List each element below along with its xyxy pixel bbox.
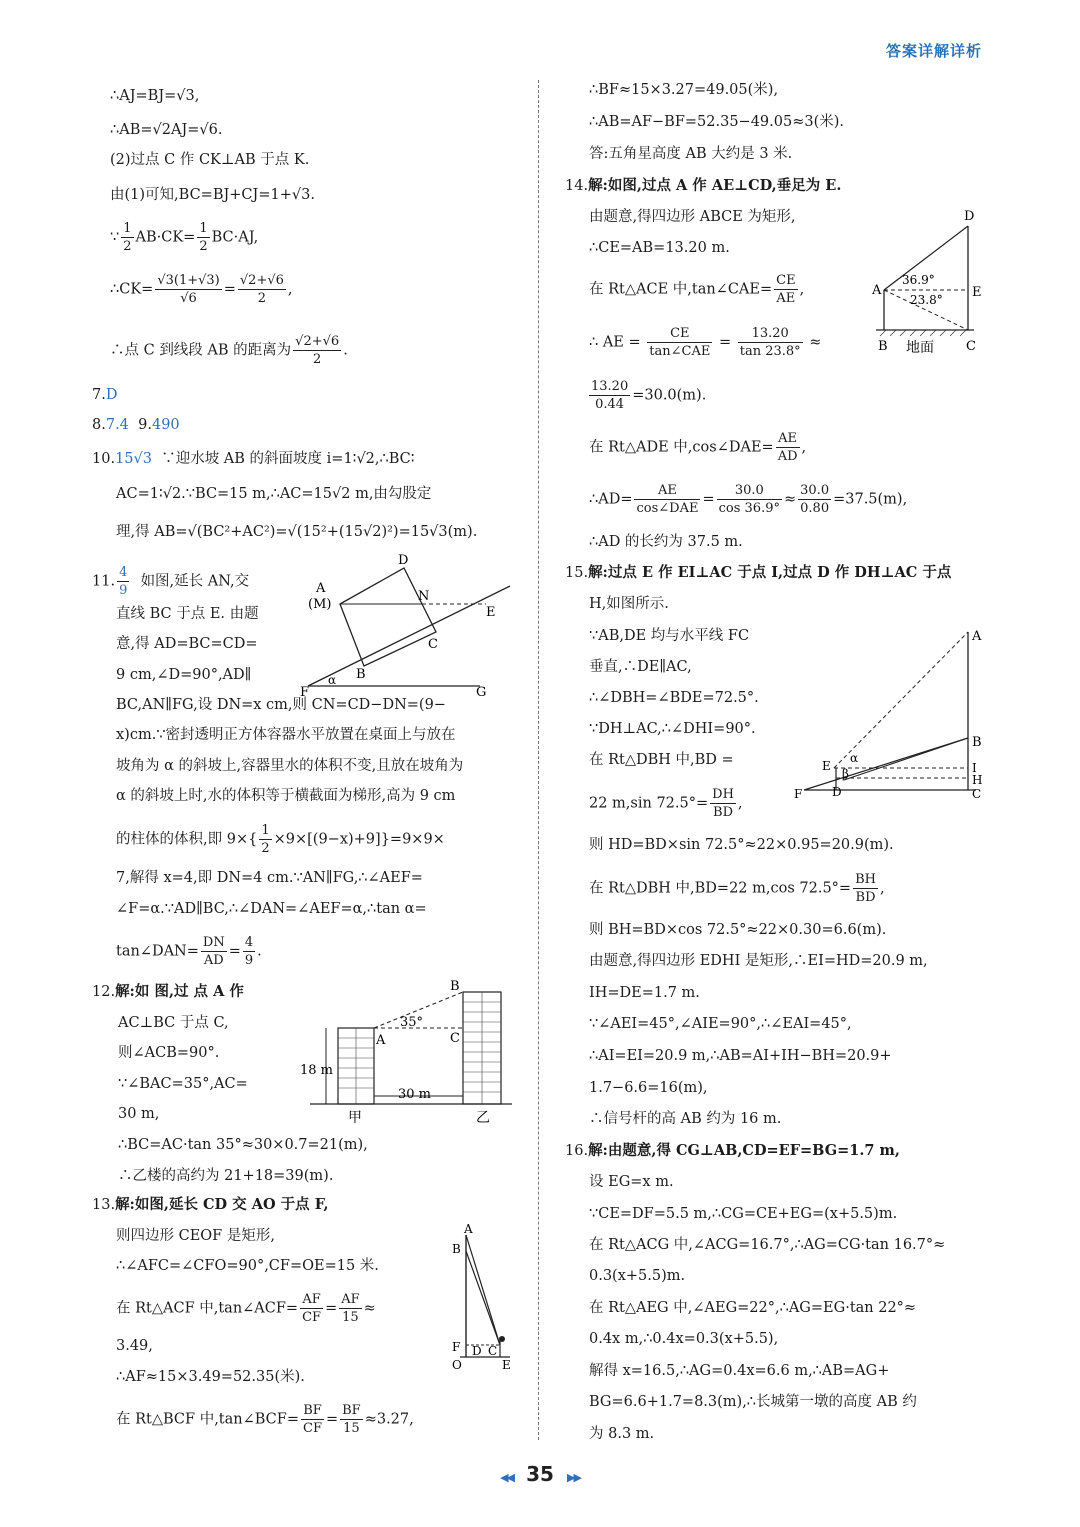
text-line: 3.49,	[116, 1338, 153, 1354]
text-line: 在 Rt△AEG 中,∠AEG=22°,∴AG=EG·tan 22°≈	[589, 1300, 917, 1316]
text-line: 由题意,得四边形 EDHI 是矩形,∴EI=HD=20.9 m,	[589, 953, 928, 969]
text-line: ∵DH⊥AC,∴∠DHI=90°.	[589, 721, 756, 737]
text-line: 直线 BC 于点 E. 由题	[116, 606, 259, 622]
text-line: ∴BF≈15×3.27=49.05(米),	[589, 82, 779, 98]
text-line: 设 EG=x m.	[589, 1174, 674, 1190]
formula-line: 在 Rt△BCF 中,tan∠BCF= $\frac{BF}{CF}$ = $\frac{BF}{15}$ ≈3.27,	[116, 1403, 414, 1436]
text-line: 由题意,得四边形 ABCE 为矩形,	[589, 209, 796, 225]
text-line: ∴AI=EI=20.9 m,∴AB=AI+IH−BH=20.9+	[589, 1048, 892, 1064]
label-E: E	[822, 759, 831, 773]
label-F: F	[452, 1340, 461, 1354]
page-footer	[0, 1462, 1080, 1486]
formula-line: 的柱体的体积,即 9×{ $\frac{1}{2}$ ×9×[(9−x)+9]}=9×9×	[116, 823, 445, 856]
text-line: 则四边形 CEOF 是矩形,	[116, 1228, 275, 1244]
label-18m: 18 m	[300, 1063, 334, 1078]
text-line: ∴AJ=BJ=√3,	[110, 88, 200, 104]
text-line: 坡角为 α 的斜坡上,容器里水的体积不变,且放在坡角为	[116, 758, 464, 774]
formula-line: 在 Rt△DBH 中,BD=22 m,cos 72.5°= $\frac{BH}{BD}$ ,	[589, 872, 885, 905]
text-line: 1.7−6.6=16(m),	[589, 1080, 708, 1096]
text-line: 9 cm,∠D=90°,AD∥	[116, 667, 252, 683]
text-line: 30 m,	[118, 1106, 160, 1122]
label-jia: 甲	[348, 1110, 362, 1126]
answer-12: 12.解:如 图,过 点 A 作	[92, 983, 244, 1000]
label-B: B	[972, 735, 982, 750]
label-E: E	[972, 285, 982, 300]
text-line: ∴BC=AC·tan 35°≈30×0.7=21(m),	[118, 1137, 368, 1153]
formula-line: ∴点 C 到线段 AB 的距离为 $\frac{√2+√6}{2}$ .	[110, 334, 348, 367]
formula-line: ∴AD= $\frac{AE}{\text{cos∠DAE}}$ = $\frac{30.0}{\cos 36.9^\circ}$ ≈ $\frac{30.0}{0.80}$ =37.5(m),	[589, 483, 908, 516]
label-A: A	[872, 283, 882, 298]
label-E: E	[486, 605, 496, 620]
label-M: (M)	[308, 597, 332, 612]
text-line: ∴∠DBH=∠BDE=72.5°.	[589, 690, 759, 706]
text-line: ∴AD 的长约为 37.5 m.	[589, 534, 743, 550]
text-line: ∴AF≈15×3.49=52.35(米).	[116, 1369, 305, 1385]
text-line: 则∠ACB=90°.	[118, 1045, 220, 1061]
text-line: 则 BH=BD×cos 72.5°≈22×0.30=6.6(m).	[589, 922, 887, 938]
label-35deg: 35°	[400, 1015, 424, 1030]
text-line: BC,AN∥FG,设 DN=x cm,则 CN=CD−DN=(9−	[116, 697, 446, 713]
label-B: B	[452, 1242, 461, 1256]
star-tower-figure	[444, 1223, 524, 1373]
label-B: B	[356, 667, 366, 682]
label-C: C	[450, 1031, 460, 1046]
label-D: D	[398, 553, 409, 568]
formula-line: ∴CK= $\frac{√3(1+√3)}{√6}$ = $\frac{√2+√6}{2}$ ,	[110, 273, 293, 306]
next-page-icon[interactable]: ▶▶	[567, 1471, 580, 1484]
label-O: O	[452, 1358, 462, 1372]
label-alpha: α	[850, 751, 859, 765]
building-angle-figure	[870, 204, 995, 354]
formula-line: 在 Rt△ACF 中,tan∠ACF= $\frac{AF}{CF}$ = $\frac{AF}{15}$ ≈	[116, 1292, 376, 1325]
label-D: D	[964, 209, 975, 224]
formula-line: 在 Rt△ADE 中,cos∠DAE= $\frac{AE}{AD}$ ,	[589, 431, 807, 464]
text-line: 解得 x=16.5,∴AG=0.4x=6.6 m,∴AB=AG+	[589, 1363, 890, 1379]
label-G: G	[476, 685, 487, 696]
label-A: A	[464, 1223, 473, 1236]
text-line: 意,得 AD=BC=CD=	[116, 636, 258, 652]
answer-11: 11. $\frac{4}{9}$ 如图,延长 AN,交	[92, 565, 250, 598]
text-line: ∴信号杆的高 AB 约为 16 m.	[589, 1111, 782, 1127]
text-line: 0.4x m,∴0.4x=0.3(x+5.5),	[589, 1331, 779, 1347]
text-line: ∴AB=AF−BF=52.35−49.05≈3(米).	[589, 114, 845, 130]
text-line: 为 8.3 m.	[589, 1426, 655, 1442]
text-line: AC⊥BC 于点 C,	[118, 1015, 229, 1031]
text-line: ∴乙楼的高约为 21+18=39(m).	[118, 1168, 334, 1184]
signal-pole-figure	[790, 620, 990, 800]
text-line: AC=1∶√2.∵BC=15 m,∴AC=15√2 m,由勾股定	[116, 486, 432, 502]
text-line: 答:五角星高度 AB 大约是 3 米.	[589, 146, 793, 162]
label-D: D	[472, 1344, 482, 1358]
page-header-title: 答案详解详析	[885, 42, 982, 60]
label-I: I	[972, 761, 977, 775]
answer-16: 16.解:由题意,得 CG⊥AB,CD=EF=BG=1.7 m,	[565, 1142, 900, 1159]
label-B: B	[878, 339, 888, 354]
label-C: C	[488, 1344, 498, 1358]
answer-8-9: 8.7.4 9.490	[92, 417, 180, 433]
label-F: F	[300, 685, 310, 696]
label-E: E	[502, 1358, 511, 1372]
label-C: C	[966, 339, 976, 354]
formula-line: ∵ $\frac{1}{2}$ AB·CK= $\frac{1}{2}$ BC·AJ,	[110, 221, 259, 254]
formula-line: 在 Rt△ACE 中,tan∠CAE= $\frac{CE}{AE}$ ,	[589, 273, 805, 306]
label-yi: 乙	[476, 1110, 490, 1126]
label-23-8: 23.8°	[910, 293, 943, 307]
slope-container-figure	[300, 550, 520, 696]
text-line: 垂直,∴DE∥AC,	[589, 659, 692, 675]
text-line: ∴∠AFC=∠CFO=90°,CF=OE=15 米.	[116, 1258, 379, 1274]
text-line: 0.3(x+5.5)m.	[589, 1268, 686, 1284]
text-line: 则 HD=BD×sin 72.5°≈22×0.95=20.9(m).	[589, 837, 894, 853]
prev-page-icon[interactable]: ◀◀	[500, 1471, 513, 1484]
formula-line: tan∠DAN= $\frac{DN}{AD}$ = $\frac{4}{9}$ .	[116, 935, 262, 968]
label-alpha: α	[328, 673, 337, 687]
text-line: ∵∠AEI=45°,∠AIE=90°,∴∠EAI=45°,	[589, 1016, 852, 1032]
text-line: BG=6.6+1.7=8.3(m),∴长城第一墩的高度 AB 约	[589, 1394, 917, 1410]
page-number: 35	[526, 1462, 554, 1486]
text-line: α 的斜坡上时,水的体积等于横截面为梯形,高为 9 cm	[116, 788, 456, 804]
text-line: ∴AB=√2AJ=√6.	[110, 122, 223, 138]
label-F: F	[794, 787, 803, 800]
text-line: 在 Rt△DBH 中,BD =	[589, 752, 734, 768]
text-line: ∵CE=DF=5.5 m,∴CG=CE+EG=(x+5.5)m.	[589, 1206, 898, 1222]
text-line: (2)过点 C 作 CK⊥AB 于点 K.	[110, 152, 310, 168]
text-line: ∴CE=AB=13.20 m.	[589, 240, 730, 256]
answer-15: 15.解:过点 E 作 EI⊥AC 于点 I,过点 D 作 DH⊥AC 于点	[565, 564, 952, 581]
label-H: H	[972, 773, 983, 787]
text-line: 理,得 AB=√(BC²+AC²)=√(15²+(15√2)²)=15√3(m).	[116, 524, 478, 540]
column-divider	[538, 80, 539, 1440]
label-36-9: 36.9°	[902, 273, 935, 287]
label-A: A	[316, 581, 326, 596]
label-A: A	[972, 629, 982, 644]
label-C: C	[428, 637, 438, 652]
text-line: ∵AB,DE 均与水平线 FC	[589, 628, 750, 644]
label-ground: 地面	[906, 340, 934, 354]
text-line: ∠F=α.∵AD∥BC,∴∠DAN=∠AEF=α,∴tan α=	[116, 901, 427, 917]
formula-line: 22 m,sin 72.5°= $\frac{DH}{BD}$ ,	[589, 787, 743, 820]
label-A: A	[376, 1033, 386, 1048]
text-line: 在 Rt△ACG 中,∠ACG=16.7°,∴AG=CG·tan 16.7°≈	[589, 1237, 946, 1253]
label-N: N	[418, 589, 430, 604]
label-B: B	[450, 979, 460, 994]
text-line: IH=DE=1.7 m.	[589, 985, 700, 1001]
answer-14: 14.解:如图,过点 A 作 AE⊥CD,垂足为 E.	[565, 177, 842, 194]
label-D: D	[832, 785, 842, 799]
text-line: 7,解得 x=4,即 DN=4 cm.∵AN∥FG,∴∠AEF=	[116, 870, 423, 886]
label-beta: β	[842, 767, 849, 781]
text-line: H,如图所示.	[589, 596, 669, 612]
answer-7: 7.D	[92, 387, 118, 403]
label-C: C	[972, 787, 982, 800]
answer-13: 13.解:如图,延长 CD 交 AO 于点 F,	[92, 1196, 329, 1213]
text-line: x)cm.∵密封透明正方体容器水平放置在桌面上与放在	[116, 727, 456, 743]
formula-line: $\frac{13.20}{0.44}$ =30.0(m).	[591, 379, 707, 412]
text-line: 由(1)可知,BC=BJ+CJ=1+√3.	[110, 187, 315, 203]
buildings-figure	[300, 978, 515, 1128]
formula-line: ∴ AE = $\frac{CE}{\text{tan∠CAE}}$ = $\frac{13.20}{\tan 23.8^\circ}$ ≈	[589, 326, 822, 359]
label-30m: 30 m	[398, 1087, 432, 1102]
text-line: ∵∠BAC=35°,AC=	[118, 1076, 248, 1092]
answer-10: 10.15√3 ∵迎水坡 AB 的斜面坡度 i=1∶√2,∴BC∶	[92, 451, 415, 467]
